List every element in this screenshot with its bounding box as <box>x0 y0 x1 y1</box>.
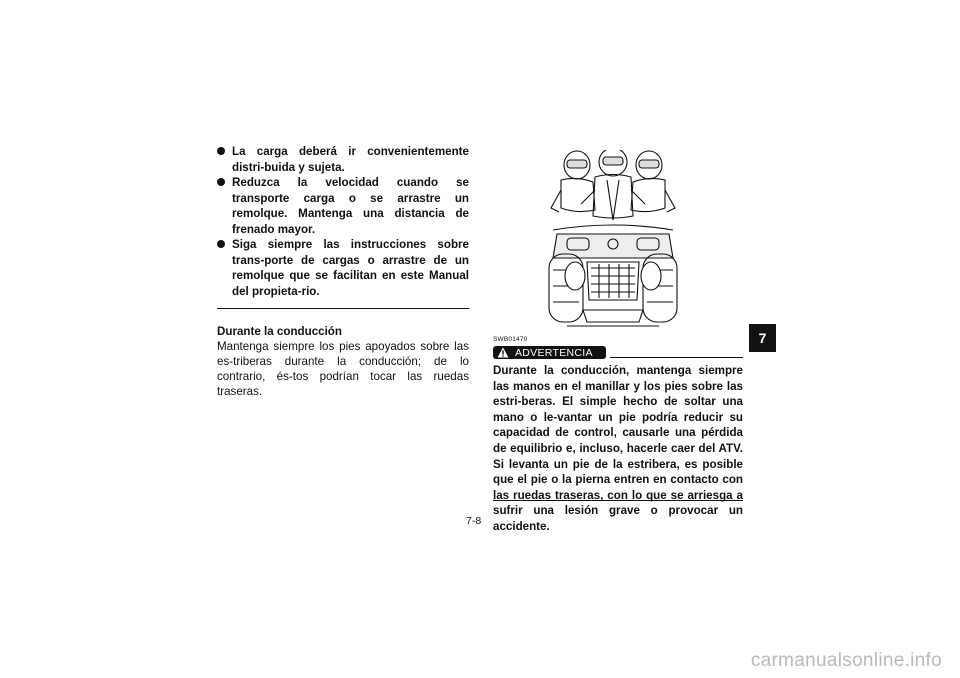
safety-bullet-list <box>217 144 469 299</box>
warning-header <box>493 346 743 360</box>
left-column <box>217 144 469 399</box>
atv-riders-illustration <box>547 150 679 335</box>
list-item: Reduzca la velocidad cuando se transporte carga o se arrastre un remolque. Mantenga una distancia de frenado mayor. <box>217 175 469 237</box>
chapter-tab: 7 <box>749 324 776 352</box>
bullet-icon <box>217 178 225 186</box>
section-divider <box>217 308 469 309</box>
page-number: 7-8 <box>466 515 482 527</box>
warning-bottom-rule <box>493 500 743 501</box>
watermark: carmanualsonline.info <box>750 650 942 671</box>
list-item: La carga deberá ir convenientemente distri-buida y sujeta. <box>217 144 469 175</box>
bullet-icon <box>217 240 225 248</box>
bullet-icon <box>217 147 225 155</box>
warning-triangle-icon <box>497 347 509 358</box>
warning-label: ADVERTENCIA <box>515 346 593 359</box>
warning-code: SWB01470 <box>493 336 528 343</box>
warning-badge <box>493 346 606 359</box>
section-heading: Durante la conducción <box>217 325 342 338</box>
list-item: Siga siempre las instrucciones sobre trans-porte de cargas o arrastre de un remolque que se facilitan en este Manual del propieta-rio. <box>217 237 469 299</box>
section-body: Mantenga siempre los pies apoyados sobre las es-triberas durante la conducción; de lo contrario, és-tos podrían tocar las ruedas traseras. <box>217 340 469 398</box>
warning-text: Durante la conducción, mantenga siempre las manos en el manillar y los pies sobre las estri-beras. El simple hecho de soltar una mano o le-vantar un pie podría reducir su capacidad de control, causarle una pérdida de equilibrio e, incluso, hacerle caer del ATV. Si levanta un pie de la estribera, es posible que el pie o la pierna entren en contacto con las ruedas traseras, con lo que se arriesga a sufrir una lesión grave o provocar un accidente. <box>493 364 743 533</box>
warning-header-rule <box>610 357 743 358</box>
